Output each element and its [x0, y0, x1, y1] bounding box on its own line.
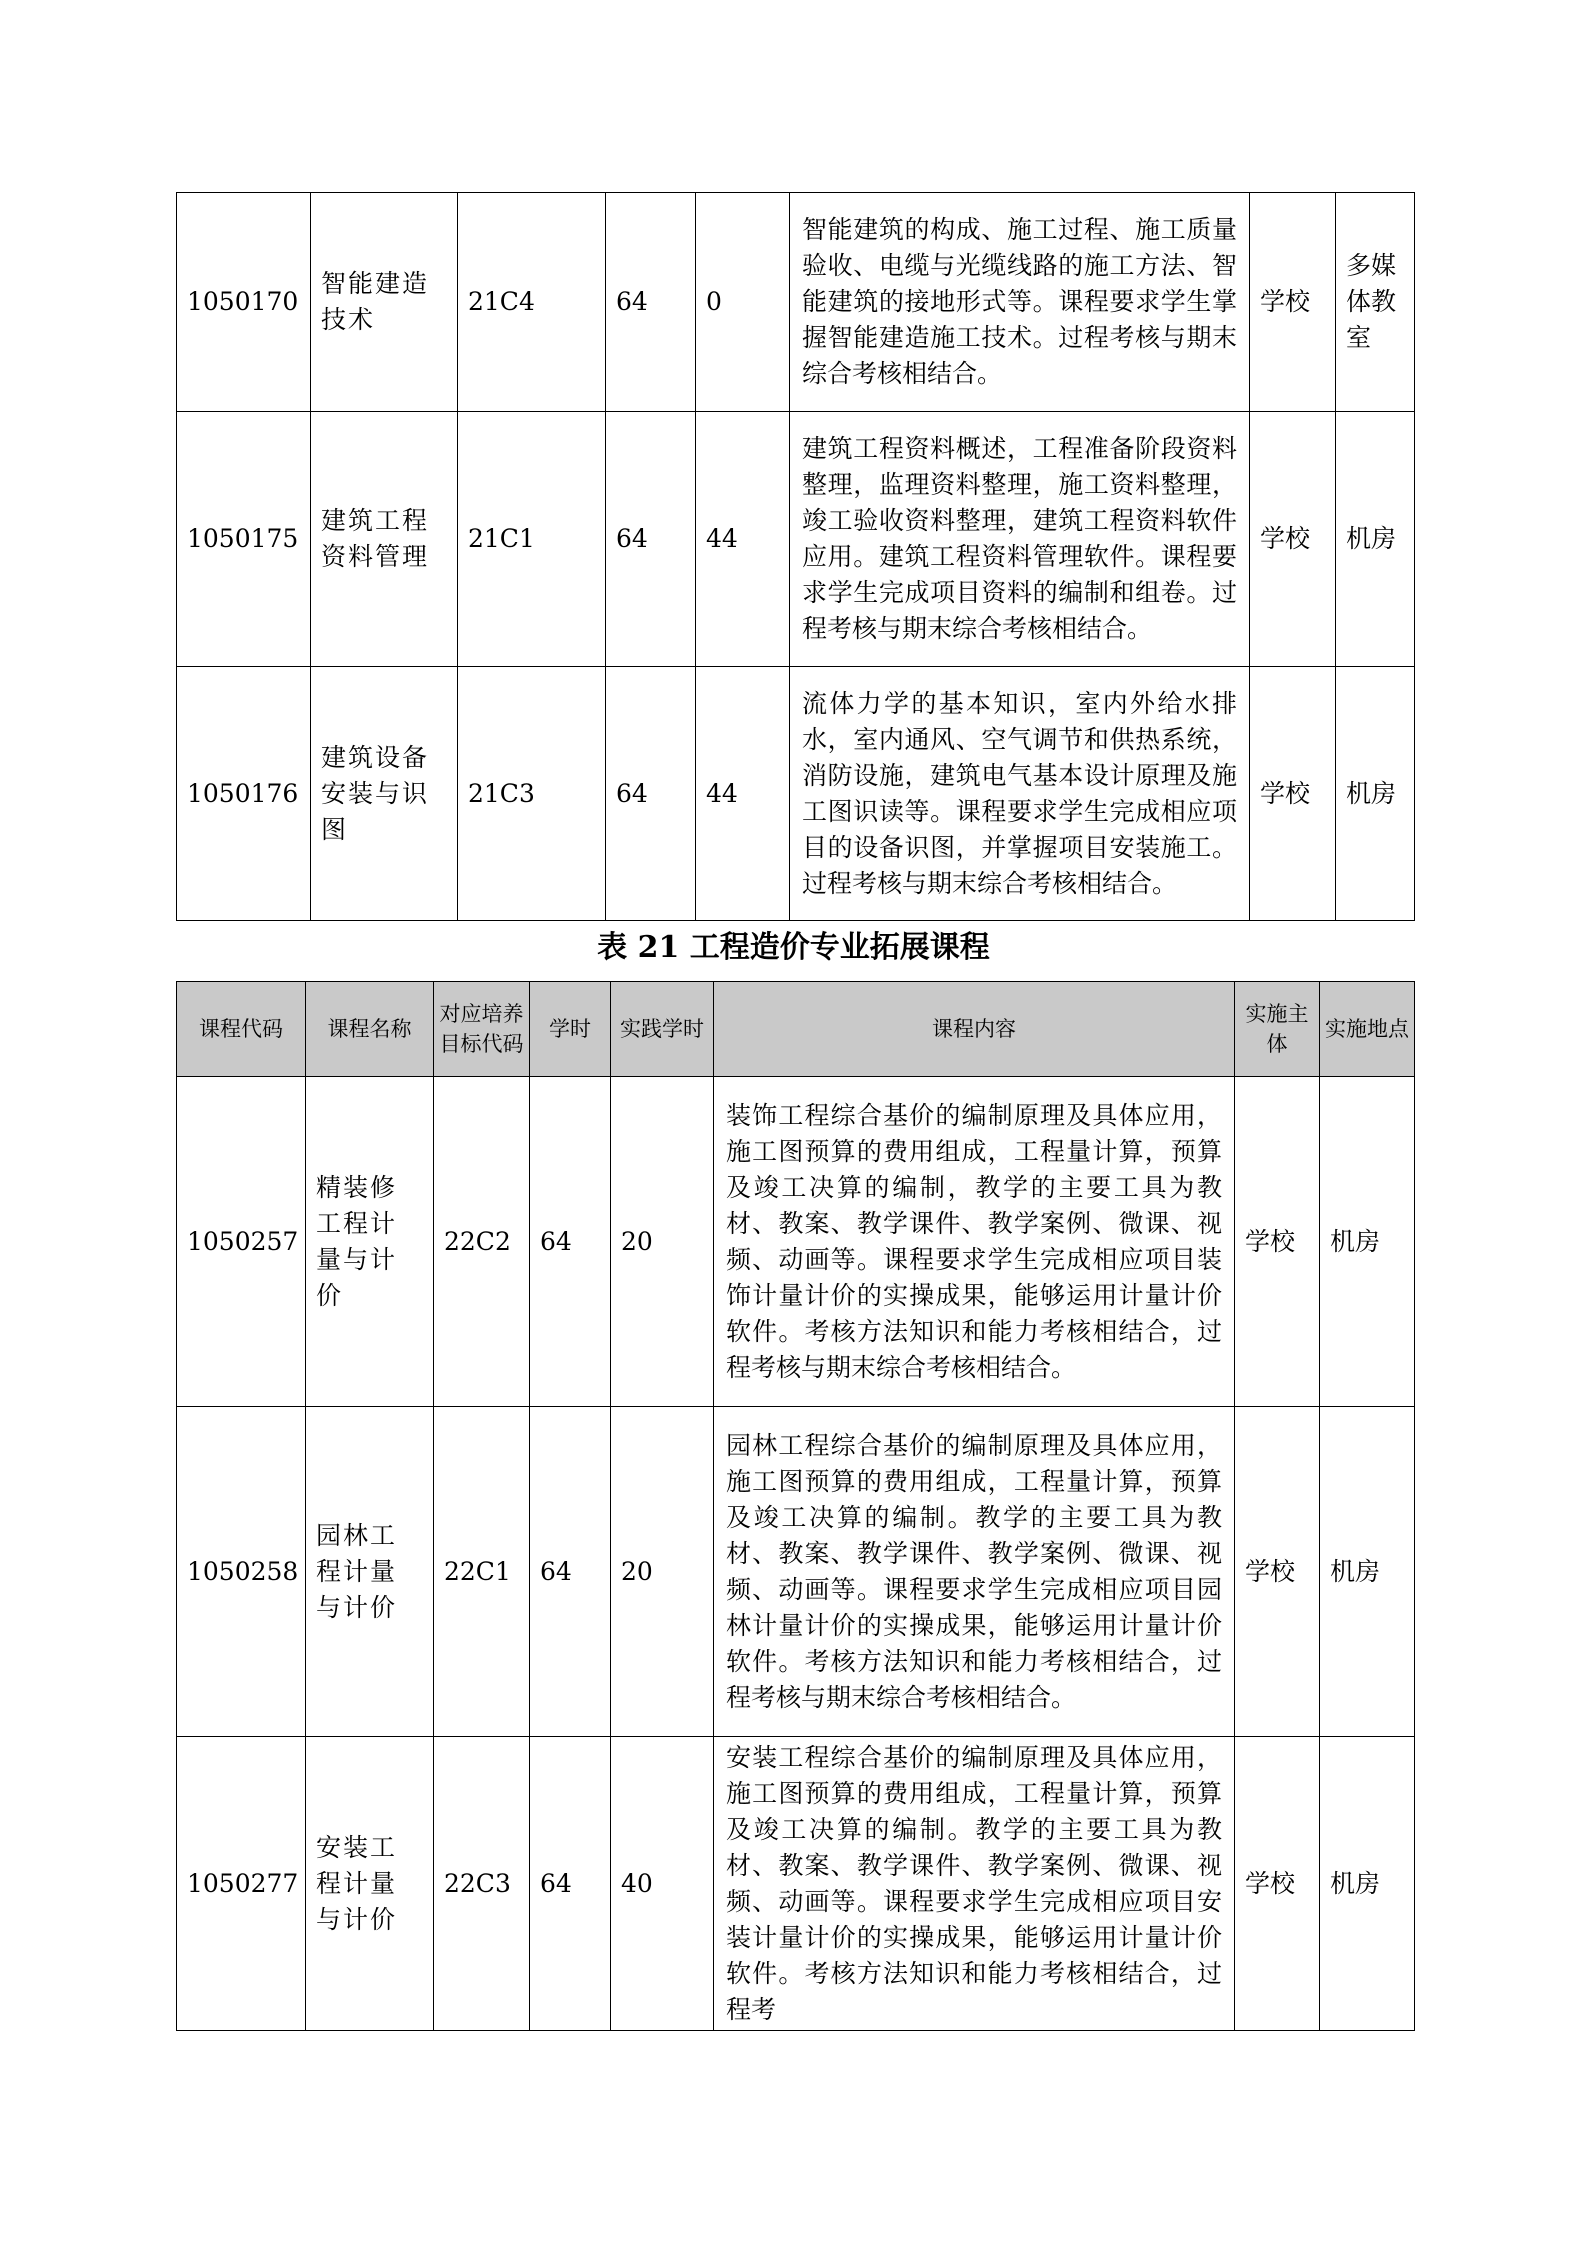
header-code: 课程代码 — [177, 982, 306, 1077]
course-code: 1050170 — [177, 193, 311, 412]
target-code: 21C1 — [458, 412, 606, 667]
hours: 64 — [606, 193, 696, 412]
practice-hours: 20 — [611, 1407, 714, 1737]
table-row — [177, 1737, 1415, 2031]
implementing-body: 学校 — [1235, 1077, 1320, 1407]
practice-hours: 40 — [611, 1737, 714, 2031]
header-name: 课程名称 — [306, 982, 434, 1077]
header-hours: 学时 — [530, 982, 611, 1077]
target-code: 21C3 — [458, 667, 606, 921]
course-name: 建筑工程资料管理 — [311, 412, 458, 667]
course-name: 安装工程计量与计价 — [306, 1737, 434, 2031]
practice-hours: 44 — [696, 667, 790, 921]
implementing-place: 机房 — [1336, 412, 1415, 667]
table-row — [177, 193, 1415, 412]
header-body: 实施主体 — [1235, 982, 1320, 1077]
implementing-body: 学校 — [1235, 1407, 1320, 1737]
practice-hours: 0 — [696, 193, 790, 412]
course-content: 安装工程综合基价的编制原理及具体应用，施工图预算的费用组成，工程量计算，预算及竣工决算的编制。教学的主要工具为教材、教案、教学课件、教学案例、微课、视频、动画等。课程要求学生完成相应项目安装计量计价的实操成果，能够运用计量计价软件。考核方法知识和能力考核相结合，过程考 — [714, 1737, 1235, 2031]
table-header-row — [177, 982, 1415, 1077]
hours: 64 — [530, 1407, 611, 1737]
course-table-continued — [176, 192, 1415, 921]
course-content: 装饰工程综合基价的编制原理及具体应用，施工图预算的费用组成，工程量计算，预算及竣工决算的编制，教学的主要工具为教材、教案、教学课件、教学案例、微课、视频、动画等。课程要求学生完成相应项目装饰计量计价的实操成果，能够运用计量计价软件。考核方法知识和能力考核相结合，过程考核与期末综合考核相结合。 — [714, 1077, 1235, 1407]
header-content: 课程内容 — [714, 982, 1235, 1077]
hours: 64 — [606, 667, 696, 921]
course-code: 1050257 — [177, 1077, 306, 1407]
course-code: 1050175 — [177, 412, 311, 667]
table-row — [177, 1407, 1415, 1737]
header-target: 对应培养目标代码 — [434, 982, 530, 1077]
course-code: 1050277 — [177, 1737, 306, 2031]
implementing-place: 机房 — [1320, 1077, 1415, 1407]
implementing-place: 机房 — [1320, 1737, 1415, 2031]
target-code: 22C3 — [434, 1737, 530, 2031]
table-caption: 表 21 工程造价专业拓展课程 — [597, 930, 990, 965]
implementing-body: 学校 — [1250, 667, 1336, 921]
course-content: 园林工程综合基价的编制原理及具体应用，施工图预算的费用组成，工程量计算，预算及竣工决算的编制。教学的主要工具为教材、教案、教学课件、教学案例、微课、视频、动画等。课程要求学生完成相应项目园林计量计价的实操成果，能够运用计量计价软件。考核方法知识和能力考核相结合，过程考核与期末综合考核相结合。 — [714, 1407, 1235, 1737]
implementing-body: 学校 — [1235, 1737, 1320, 2031]
course-code: 1050176 — [177, 667, 311, 921]
implementing-place: 多媒体教室 — [1336, 193, 1415, 412]
hours: 64 — [530, 1737, 611, 2031]
implementing-body: 学校 — [1250, 412, 1336, 667]
course-name: 园林工程计量与计价 — [306, 1407, 434, 1737]
target-code: 22C1 — [434, 1407, 530, 1737]
implementing-body: 学校 — [1250, 193, 1336, 412]
practice-hours: 44 — [696, 412, 790, 667]
course-code: 1050258 — [177, 1407, 306, 1737]
target-code: 22C2 — [434, 1077, 530, 1407]
implementing-place: 机房 — [1320, 1407, 1415, 1737]
course-name: 智能建造技术 — [311, 193, 458, 412]
header-place: 实施地点 — [1320, 982, 1415, 1077]
course-name: 建筑设备安装与识图 — [311, 667, 458, 921]
table-row — [177, 667, 1415, 921]
hours: 64 — [606, 412, 696, 667]
target-code: 21C4 — [458, 193, 606, 412]
table-row — [177, 1077, 1415, 1407]
implementing-place: 机房 — [1336, 667, 1415, 921]
course-content: 智能建筑的构成、施工过程、施工质量验收、电缆与光缆线路的施工方法、智能建筑的接地形式等。课程要求学生掌握智能建造施工技术。过程考核与期末综合考核相结合。 — [790, 193, 1250, 412]
course-name: 精装修工程计量与计价 — [306, 1077, 434, 1407]
table-row — [177, 412, 1415, 667]
course-content: 流体力学的基本知识，室内外给水排水，室内通风、空气调节和供热系统，消防设施，建筑电气基本设计原理及施工图识读等。课程要求学生完成相应项目的设备识图，并掌握项目安装施工。过程考核与期末综合考核相结合。 — [790, 667, 1250, 921]
course-content: 建筑工程资料概述，工程准备阶段资料整理，监理资料整理，施工资料整理，竣工验收资料整理，建筑工程资料软件应用。建筑工程资料管理软件。课程要求学生完成项目资料的编制和组卷。过程考核与期末综合考核相结合。 — [790, 412, 1250, 667]
extension-course-table — [176, 981, 1415, 2031]
header-practice: 实践学时 — [611, 982, 714, 1077]
practice-hours: 20 — [611, 1077, 714, 1407]
hours: 64 — [530, 1077, 611, 1407]
